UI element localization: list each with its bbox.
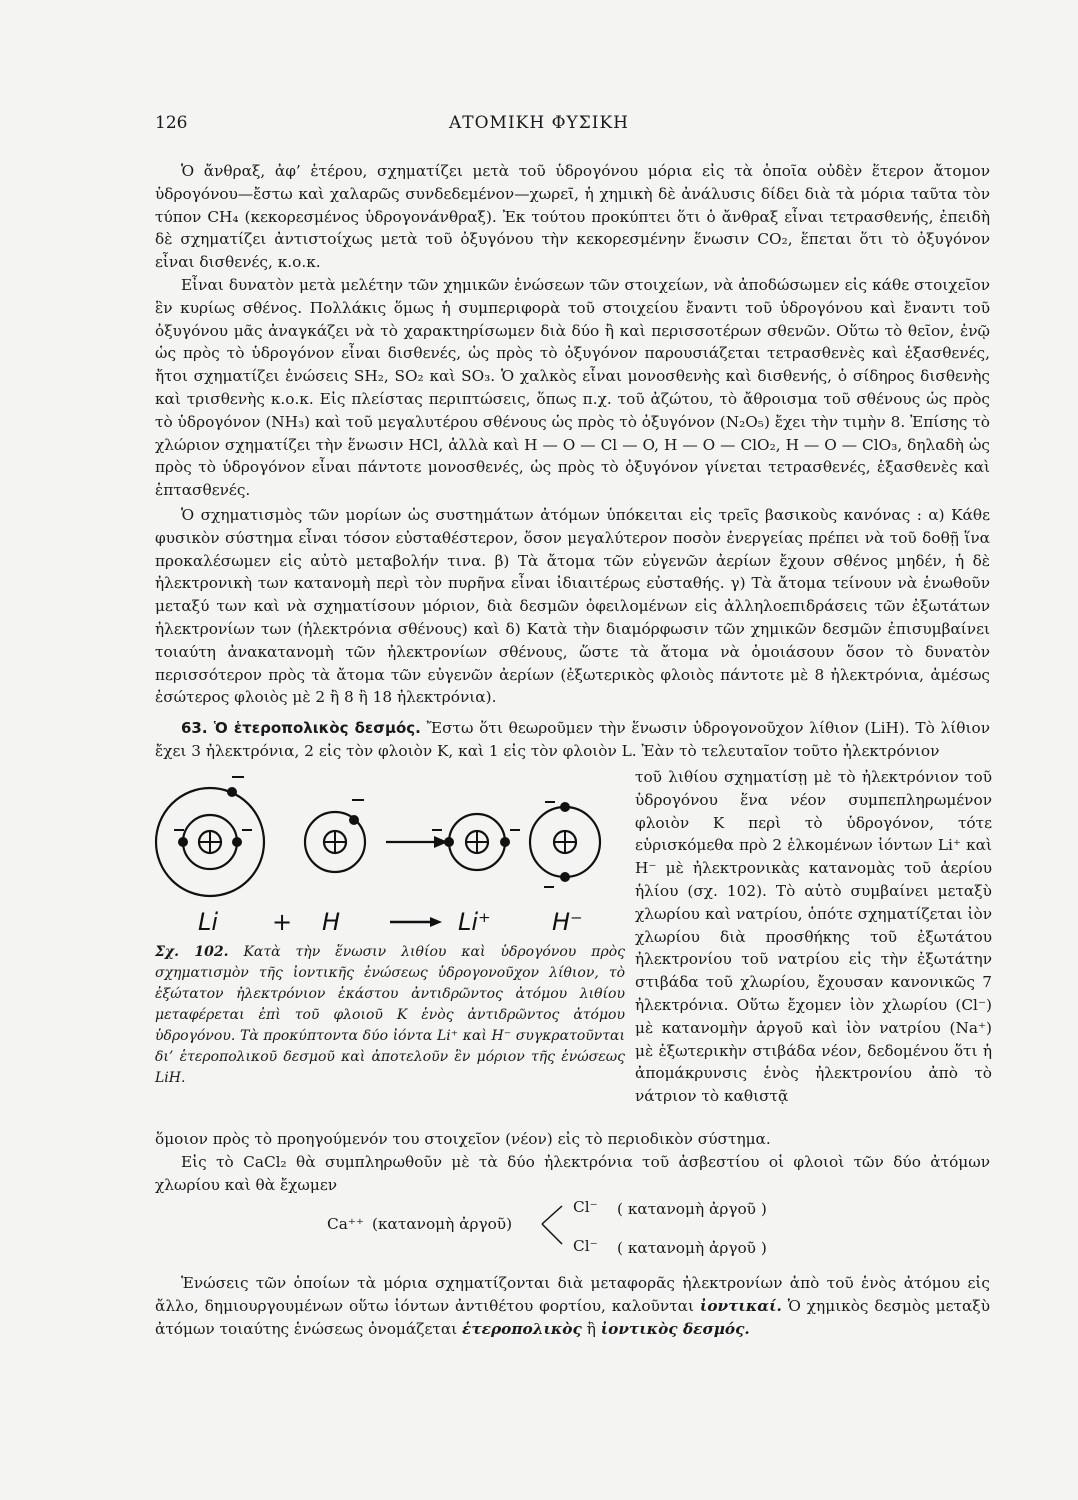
caption-label: Σχ. 102. [155, 944, 229, 960]
paragraph-valence [155, 274, 990, 502]
running-title: ΑΤΟΜΙΚΗ ΦΥΣΙΚΗ [448, 113, 630, 133]
electron [227, 787, 237, 797]
final-text: Ἑνώσεις τῶν ὁποίων τὰ μόρια σχηματίζονται διὰ μεταφορᾶς ἠλεκτρονίων ἀπὸ τοῦ ἑνὸς ἀτόμου εἰς ἄλλο, δημιουργουμένων οὕτω ἰόντων ἀντιθέτου φορτίου, καλοῦνται [155, 1274, 990, 1315]
eq-anion-1-note: ( κατανομὴ ἀργοῦ ) [617, 1200, 767, 1218]
paragraph-text: Ὁ ἄνθραξ, ἀφ’ ἑτέρου, σχηματίζει μετὰ τοῦ ὑδρογόνου μόρια εἰς τὰ ὁποῖα οὐδὲν ἕτερον ἄτομον ὑδρογόνου—ἔστω καὶ χαλαρῶς συνδεδεμένον—χωρεῖ, ἡ χημικὴ δὲ ἀνάλυσις δίδει διὰ τὰ μόρια ταῦτα τὸν τύπον CH₄ (κεκορεσμένος ὑδρογονάνθραξ). Ἐκ τούτου προκύπτει ὅτι ὁ ἄνθραξ εἶναι τετρασθενής, ἐπειδὴ δὲ σχηματίζει ἀντιστοίχως μετὰ τοῦ ὀξυγόνου τὴν κεκορεσμένην ἕνωσιν CO₂, ἕπεται ὅτι τὸ ὀξυγόνον εἶναι δισθενές, κ.ο.κ. [155, 162, 990, 272]
caption-text: Κατὰ τὴν ἕνωσιν λιθίου καὶ ὑδρογόνου πρὸς σχηματισμὸν τῆς ἰοντικῆς ἑνώσεως ὑδρογονοῦχον λίθιον, τὸ ἐξώτατον ἠλεκτρόνιον ἑκάστου ἀντιδρῶντος ἀτόμου λιθίου μεταφέρεται ἐπὶ τοῦ φλοιοῦ K ἑνὸς ἀντιδρῶντος ἀτόμου ὑδρογόνου. Τὰ προκύπτοντα δύο ἰόντα Li⁺ καὶ H⁻ συγκρατοῦνται δι’ ἑτεροπολικοῦ δεσμοῦ καὶ ἀποτελοῦν ἓν μόριον τῆς ἑνώσεως LiH. [155, 944, 625, 1086]
electron [232, 837, 242, 847]
electron [560, 802, 570, 812]
label-li: Li [198, 908, 219, 936]
eq-cation-note: (κατανομὴ ἀργοῦ) [372, 1215, 513, 1233]
right-column-text: τοῦ λιθίου σχηματίσῃ μὲ τὸ ἠλεκτρόνιον τοῦ ὑδρογόνου ἕνα νέον συμπεπληρωμένον φλοιὸν K περὶ τὸ ὑδρογόνον, τότε εὑρισκόμεθα πρὸ 2 ἑλκομένων ἰόντων Li⁺ καὶ H⁻ μὲ ἠλεκτρονικὰς κατανομὰς τοῦ ἀερίου ἡλίου (σχ. 102). Τὸ αὐτὸ συμβαίνει μεταξὺ χλωρίου καὶ νατρίου, ὁπότε σχηματίζεται ἰὸν χλωρίου διὰ προσθήκης τοῦ ἐξωτάτου ἠλεκτρονίου τοῦ νατρίου εἰς τὴν ἐξωτάτην στιβάδα τοῦ χλωρίου, ἔχουσαν κανονικῶς 7 ἠλεκτρόνια. Οὕτω ἔχομεν ἰὸν χλωρίου (Cl⁻) μὲ κατανομὴν ἀργοῦ καὶ ἰὸν νατρίου (Na⁺) μὲ ἐξωτερικὴν στιβάδα νέον, δεδομένου ὅτι ἡ ἀπομάκρυνσις ἑνὸς ἠλεκτρονίου ἀπὸ τὸ νάτριον τὸ καθιστᾷ [635, 768, 992, 1106]
paragraph-text: Ὁ σχηματισμὸς τῶν μορίων ὡς συστημάτων ἀτόμων ὑπόκειται εἰς τρεῖς βασικοὺς κανόνας : α) Κάθε φυσικὸν σύστημα εἶναι τόσον εὐσταθέστερον, ὅσον μεγαλύτερον ποσὸν ἐνεργείας πρέπει νὰ τοῦ δοθῇ ἵνα προκαλέσωμεν εἰς αὐτὸ μεταβολήν τινα. β) Τὰ ἄτομα τῶν εὐγενῶν ἀερίων ἔχουν σθένος μηδέν, ἡ δὲ ἠλεκτρονικὴ των κατανομὴ περὶ τὸν πυρῆνα εἶναι ἰδιαιτέρως εὐσταθής. γ) Τὰ ἄτομα τείνουν νὰ ἑνωθοῦν μεταξύ των καὶ νὰ σχηματίσουν μόριον, διὰ δεσμῶν ὀφειλομένων εἰς ἀλληλοεπιδράσεις τῶν ἐξωτάτων ἠλεκτρονίων των (ἠλεκτρόνια σθένους) καὶ δ) Κατὰ τὴν διαμόρφωσιν τῶν χημικῶν δεσμῶν ἐπισυμβαίνει τοιαύτη ἀνακατανομὴ τῶν ἠλεκτρονίων σθένους, ὥστε τὰ ἄτομα νὰ ὁμοιάσουν ὅσον τὸ δυνατὸν περισσότερον πρὸς τὰ ἄτομα τῶν εὐγενῶν ἀερίων (ἐξωτερικὸς φλοιὸς πάντοτε μὲ 8 ἠλεκτρόνια, ἀμέσως ἐσώτερος φλοιὸς μὲ 2 ἢ 8 ἢ 18 ἠλεκτρόνια). [155, 506, 990, 707]
cacl2-intro: Εἰς τὸ CaCl₂ θὰ συμπληρωθοῦν μὲ τὰ δύο ἠλεκτρόνια τοῦ ἀσβεστίου οἱ φλοιοὶ τῶν δύο ἀτόμων χλωρίου καὶ θὰ ἔχωμεν [155, 1152, 990, 1194]
eq-brace [538, 1200, 568, 1250]
section-intro: Ἔστω ὅτι θεωροῦμεν τὴν ἕνωσιν ὑδρογονοῦχον λίθιον (LiH). Τὸ λίθιον ἔχει 3 ἠλεκτρόνια, 2 εἰς τὸν φλοιὸν K, καὶ 1 εἰς τὸν φλοιὸν L. Ἐὰν τὸ τελευταῖον τοῦτο ἠλεκτρόνιον [155, 719, 990, 760]
continuation-text: ὅμοιον πρὸς τὸ προηγούμενόν του στοιχεῖον (νέον) εἰς τὸ περιοδικὸν σύστημα. [155, 1130, 771, 1148]
electron [500, 837, 510, 847]
electron [444, 837, 454, 847]
figure-caption [155, 942, 625, 1089]
section-heading: 63. Ὁ ἑτεροπολικὸς δεσμός. [181, 719, 421, 737]
final-text: ἢ [581, 1319, 601, 1338]
term-ionic: ἰοντικαί. [699, 1296, 782, 1315]
eq-anion-2: Cl⁻ [573, 1237, 598, 1255]
figure-lih-diagram [140, 772, 630, 942]
term-ionic-bond: ἰοντικὸς δεσμός. [600, 1319, 750, 1338]
electron [560, 872, 570, 882]
final-text: Ὁ χημικὸς δεσμὸς μεταξὺ ἀτόμων τοιαύτης ἑνώσεως ὀνομάζεται [155, 1296, 991, 1338]
label-h: H [322, 908, 341, 936]
term-heteropolar: ἑτεροπολικὸς [462, 1319, 582, 1338]
label-h-ion: H⁻ [552, 908, 583, 936]
paragraph-carbon [155, 160, 990, 274]
eq-cation: Ca⁺⁺ [327, 1215, 364, 1233]
eq-anion-2-note: ( κατανομὴ ἀργοῦ ) [617, 1239, 767, 1257]
section-63 [155, 717, 990, 763]
label-plus: + [272, 908, 293, 936]
final-paragraph [155, 1272, 990, 1340]
paragraph-rules [155, 504, 990, 709]
lower-text [155, 1128, 990, 1196]
eq-anion-1: Cl⁻ [573, 1198, 598, 1216]
electron [178, 837, 188, 847]
page-number: 126 [155, 113, 188, 133]
paragraph-text: Εἶναι δυνατὸν μετὰ μελέτην τῶν χημικῶν ἑνώσεων τῶν στοιχείων, νὰ ἀποδώσωμεν εἰς κάθε στοιχεῖον ἓν κυρίως σθένος. Πολλάκις ὅμως ἡ συμπεριφορὰ τοῦ στοιχείου ἔναντι τοῦ ὑδρογόνου καὶ ἔναντι τοῦ ὀξυγόνου μᾶς ἀναγκάζει νὰ τὸ χαρακτηρίσωμεν διὰ δύο ἢ καὶ περισσοτέρων σθενῶν. Οὕτω τὸ θεῖον, ἐνῷ ὡς πρὸς τὸ ὑδρογόνον εἶναι δισθενές, ὡς πρὸς τὸ ὀξυγόνον παρουσιάζεται τετρασθενὲς καὶ ἑξασθενές, ἤτοι σχηματίζει ἑνώσεις SH₂, SO₂ καὶ SO₃. Ὁ χαλκὸς εἶναι μονοσθενὴς καὶ δισθενής, ὁ σίδηρος δισθενὴς καὶ τρισθενὴς κ.ο.κ. Εἰς πλείστας περιπτώσεις, ὅπως π.χ. τοῦ ἀζώτου, τὸ ἄθροισμα τοῦ σθένους ὡς πρὸς τὸ ὑδρογόνον (NH₃) καὶ τοῦ μεγαλυτέρου σθένους ὡς πρὸς τὸ ὀξυγόνον (N₂O₅) ἔχει τὴν τιμὴν 8. Ἐπίσης τὸ χλώριον σχηματίζει τὴν ἕνωσιν HCl, ἀλλὰ καὶ H — O — Cl — O, H — O — ClO₂, H — O — ClO₃, δηλαδὴ ὡς πρὸς τὸ ὑδρογόνον εἶναι πάντοτε μονοσθενές, ὡς πρὸς τὸ ὀξυγόνον γίνεται τετρασθενές, ἑξασθενὲς καὶ ἑπτασθενές. [155, 276, 990, 500]
cacl2-equation [0, 1195, 1078, 1265]
electron [349, 815, 359, 825]
label-li-ion: Li⁺ [458, 908, 491, 936]
